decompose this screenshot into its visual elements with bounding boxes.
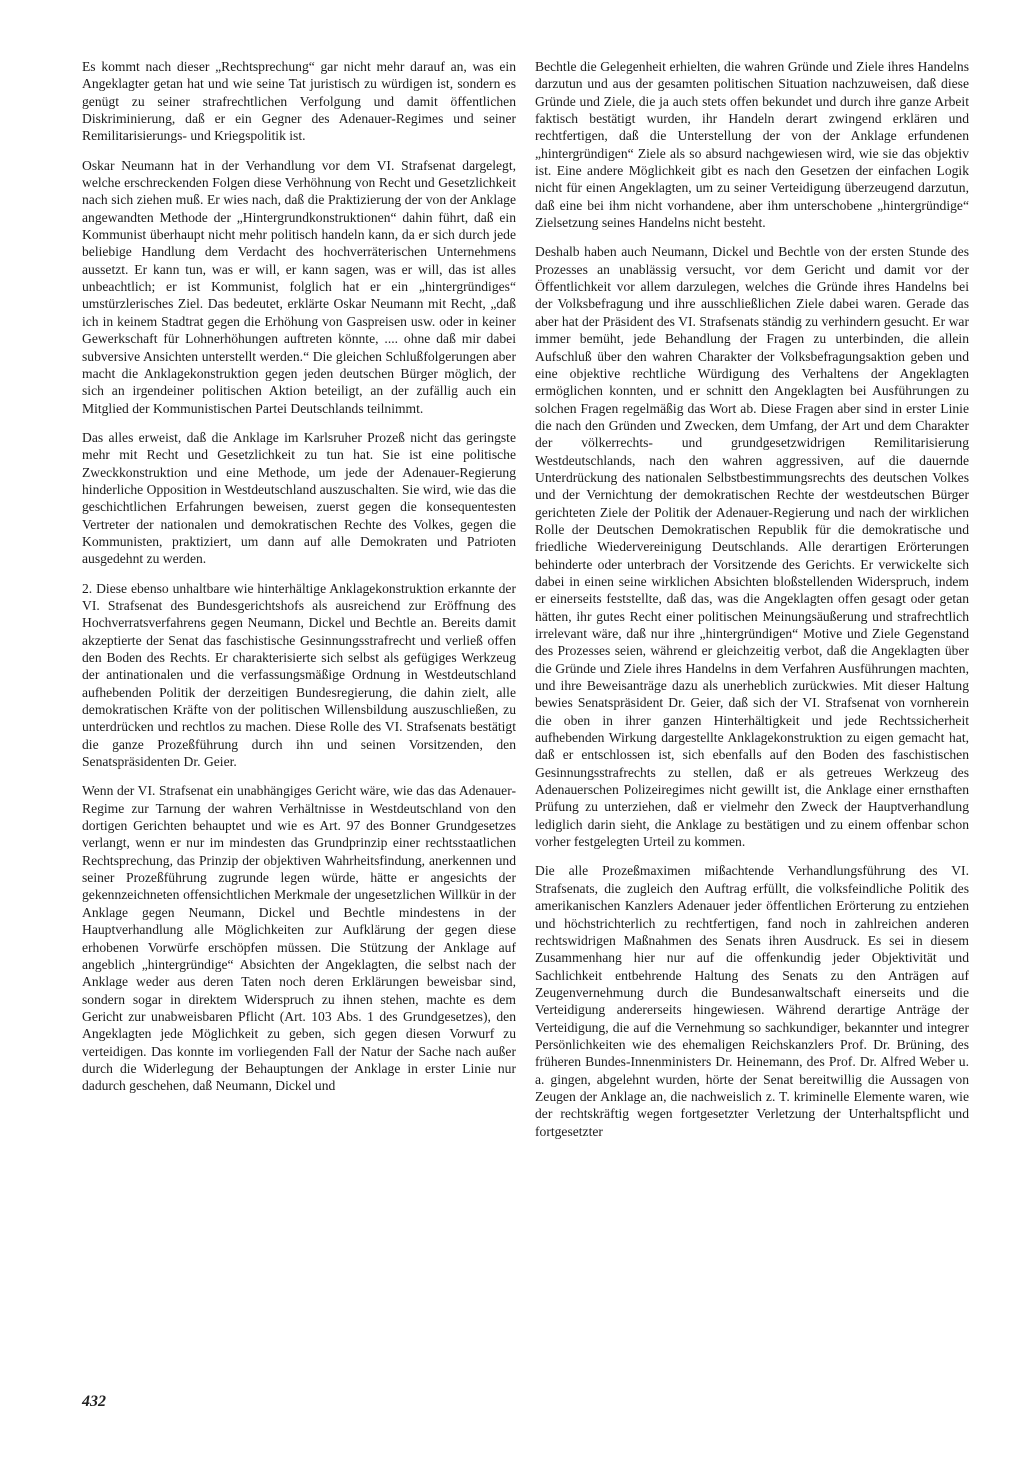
- paragraph: 2. Diese ebenso unhaltbare wie hinterhältige Anklagekonstruktion erkannte der VI. Strafsenat des Bundesgerichtshofs als ausreichend zur Eröffnung des Hochverratsverfahrens gegen Neumann, Dickel und Bechtle an. Bereits damit akzeptierte der Senat das faschistische Gesinnungsstrafrecht und verließ offen den Boden des Rechts. Er charakterisierte sich selbst als gefügiges Werkzeug der antinationalen und die verfassungsmäßige Ordnung in Westdeutschland aufhebenden Politik der derzeitigen Bundesregierung, die dahin zielt, alle demokratischen Kräfte von der politischen Willensbildung auszuschließen, zu unterdrücken und rechtlos zu machen. Diese Rolle des VI. Strafsenats bestätigt die ganze Prozeßführung durch ihn und seinen Vorsitzenden, den Senatspräsidenten Dr. Geier.: [82, 580, 516, 770]
- paragraph: Oskar Neumann hat in der Verhandlung vor dem VI. Strafsenat dargelegt, welche erschreckenden Folgen diese Verhöhnung von Recht und Gesetzlichkeit nach sich ziehen muß. Er wies nach, daß die Praktizierung der von der Anklage angewandten Methode der „Hintergrundkonstruktionen“ dahin führt, daß ein Kommunist überhaupt nicht mehr politisch handeln kann, da er sich durch jede beliebige Handlung dem Verdacht des hochverräterischen Unternehmens aussetzt. Er kann tun, was er will, er kann sagen, was er will, das ist alles unbeachtlich; er ist Kommunist, folglich hat er ein „hintergründiges“ umstürzlerisches Ziel. Das bedeutet, erklärte Oskar Neumann mit Recht, „daß ich in keinem Stadtrat gegen die Erhöhung von Gaspreisen usw. oder in keiner Gewerkschaft für Lohnerhöhungen auftreten könnte, .... ohne daß mir dabei subversive Ansichten unterstellt werden.“ Die gleichen Schlußfolgerungen aber macht die Anklagekonstruktion gegen jeden deutschen Bürger möglich, der sich an irgendeiner politischen Aktion beteiligt, an der zufällig auch ein Mitglied der Kommunistischen Partei Deutschlands teilnimmt.: [82, 157, 516, 416]
- paragraph: Bechtle die Gelegenheit erhielten, die wahren Gründe und Ziele ihres Handelns darzutun und aus der gesamten politischen Situation nachzuweisen, daß diese Gründe und Ziele, die ja auch stets offen bekundet und durch ihre ganze Arbeit faktisch bestätigt wurden, ihr Handeln derart zwingend erklären und rechtfertigen, daß die Unterstellung der von der Anklage erfundenen „hintergründigen“ Ziele als so absurd nachgewiesen wird, wie sie das objektiv ist. Eine andere Möglichkeit gibt es nach den Gesetzen der einfachen Logik nicht für einen Angeklagten, um zu seiner Verteidigung überzeugend darzutun, daß eine bei ihm nicht vorhandene, aber ihm unterschobene „hintergründige“ Zielsetzung seines Handelns nicht besteht.: [535, 59, 969, 231]
- right-column: [535, 58, 969, 1152]
- paragraph: Es kommt nach dieser „Rechtsprechung“ gar nicht mehr darauf an, was ein Angeklagter getan hat und wie seine Tat juristisch zu würdigen ist, sondern es genügt zu seiner strafrechtlichen Verfolgung und damit öffentlichen Diskriminierung, daß er ein Gegner des Adenauer-Regimes und seiner Remilitarisierungs- und Kriegspolitik ist.: [82, 59, 516, 144]
- paragraph: Die alle Prozeßmaximen mißachtende Verhandlungsführung des VI. Strafsenats, die zugleich den Auftrag erfüllt, die volksfeindliche Politik des amerikanischen Kanzlers Adenauer jeder öffentlichen Erörterung zu entziehen und höchstrichterlich zu rechtfertigen, fand noch in zahlreichen anderen rechtswidrigen Maßnahmen des Senats ihren Ausdruck. Es sei in diesem Zusammenhang hier nur auf die offenkundig jeder Objektivität und Sachlichkeit entbehrende Haltung des Senats zu den Anträgen auf Zeugenvernehmung durch die Bundesanwaltschaft einerseits und die Verteidigung andererseits hingewiesen. Während derartige Anträge der Verteidigung, die auf die Vernehmung so sachkundiger, bekannter und integrer Persönlichkeiten wie des ehemaligen Reichskanzlers Prof. Dr. Brüning, des früheren Bundes-Innenministers Dr. Heinemann, des Prof. Dr. Alfred Weber u. a. gingen, abgelehnt wurden, hörte der Senat bereitwillig die Aussagen von Zeugen der Anklage an, die nachweislich z. T. kriminelle Elemente waren, wie der rechtskräftig wegen fortgesetzter Verletzung der Unterhaltspflicht und fortgesetzter: [535, 863, 969, 1139]
- paragraph: Deshalb haben auch Neumann, Dickel und Bechtle von der ersten Stunde des Prozesses an unablässig versucht, vor dem Gericht und damit vor der Öffentlichkeit vor allem darzulegen, welches die Gründe ihres Handelns bei der Volksbefragung und ihre ausschließlichen Ziele dabei waren. Gerade das aber hat der Präsident des VI. Strafsenats ständig zu verhindern gesucht. Er war immer bemüht, jede Behandlung der Fragen zu unterbinden, die allein Aufschluß über den wahren Charakter der Volksbefragungsaktion geben und eine objektive rechtliche Würdigung des Verhaltens der Angeklagten ermöglichen konnten, und er schnitt den Angeklagten bei Ausführungen zu solchen Fragen regelmäßig das Wort ab. Diese Fragen aber sind in erster Linie die nach den Gründen und Zwecken, dem Umfang, der Art und dem Charakter der völkerrechts- und grundgesetzwidrigen Remilitarisierung Westdeutschlands, nach den wahren aggressiven, auf die dauernde Unterdrückung des nationalen Selbstbestimmungsrechts des deutschen Volkes und der Vernichtung der demokratischen Rechte der westdeutschen Bürger gerichteten Ziele der Politik der Adenauer-Regierung und nach der wirklichen Rolle der Deutschen Demokratischen Republik für die demokratische und friedliche Wiedervereinigung Deutschlands. Alle derartigen Erörterungen behinderte oder unterbrach der Vorsitzende des Gerichts. Er verwickelte sich dabei in einen seine wirklichen Absichten bloßstellenden Widerspruch, indem er einerseits feststellte, daß das, was die Angeklagten offen gesagt oder getan hätten, ihr gutes Recht einer politischen Meinungsäußerung und strafrechtlich irrelevant wäre, daß nur ihre „hintergründigen“ Motive und Ziele Gegenstand des Prozesses seien, während er gleichzeitig verbot, daß die Angeklagten über die Gründe und Ziele ihres Handelns in dem Verfahren Ausführungen machten, und ihre Beweisanträge dazu als unerheblich zurückwies. Mit dieser Haltung bewies Senatspräsident Dr. Geier, daß sich der VI. Strafsenat von vornherein die oben in ihrer ganzen Hinterhältigkeit und jede Rechtssicherheit aufhebenden Wirkung dargestellte Anklagekonstruktion zu eigen gemacht hat, daß er entschlossen ist, sich ebenfalls auf den Boden des faschistischen Gesinnungsstrafrechts zu stellen, daß er als getreues Werkzeug des Adenauerschen Polizeiregimes nicht gewillt ist, die Anklage einer ernsthaften Prüfung zu unterziehen, daß er vielmehr den Zweck der Hauptverhandlung lediglich darin sieht, die Anklage zu bestätigen und zu einem offenbar schon vorher festgelegten Urteil zu kommen.: [535, 244, 969, 850]
- paragraph: Wenn der VI. Strafsenat ein unabhängiges Gericht wäre, wie das das Adenauer-Regime zur Tarnung der wahren Verhältnisse in Westdeutschland von den dortigen Gerichten behauptet und wie es Art. 97 des Bonner Grundgesetzes verlangt, wenn er nur im mindesten das Grundprinzip einer rechtsstaatlichen Rechtsprechung, das Prinzip der objektiven Wahrheitsfindung, anerkennen und seiner Prozeßführung zugrunde legen würde, hätte er angesichts der gekennzeichneten offensichtlichen Merkmale der ungesetzlichen Willkür in der Anklage gegen Neumann, Dickel und Bechtle mindestens in der Hauptverhandlung alle Möglichkeiten zur Aufklärung der gegen diese erhobenen Vorwürfe erschöpfen müssen. Die Stützung der Anklage auf angeblich „hintergründige“ Absichten der Angeklagten, die selbst nach der Anklage weder aus deren Taten noch deren Erklärungen beweisbar sind, sondern sogar in direktem Widerspruch zu ihnen stehen, machte es dem Gericht zur unabweisbaren Pflicht (Art. 103 Abs. 1 des Grundgesetzes), den Angeklagten jede Möglichkeit zu geben, sich gegen diesen Vorwurf zu verteidigen. Das konnte im vorliegenden Fall der Natur der Sache nach außer durch die Widerlegung der Behauptungen der Anklage in erster Linie nur dadurch geschehen, daß Neumann, Dickel und: [82, 783, 516, 1094]
- paragraph: Das alles erweist, daß die Anklage im Karlsruher Prozeß nicht das geringste mehr mit Recht und Gesetzlichkeit zu tun hat. Sie ist eine politische Zweckkonstruktion und eine Methode, um jede der Adenauer-Regierung hinderliche Opposition in Westdeutschland auszuschalten. Sie wird, wie das die geschichtlichen Erfahrungen beweisen, zuerst gegen die konsequentesten Vertreter der nationalen und demokratischen Rechte des Volkes, gegen die Kommunisten, praktiziert, um dann auf alle Demokraten und Patrioten ausgedehnt zu werden.: [82, 429, 516, 567]
- page-number: 432: [82, 1393, 106, 1410]
- left-column: [82, 58, 516, 1107]
- document-page: [82, 58, 969, 1398]
